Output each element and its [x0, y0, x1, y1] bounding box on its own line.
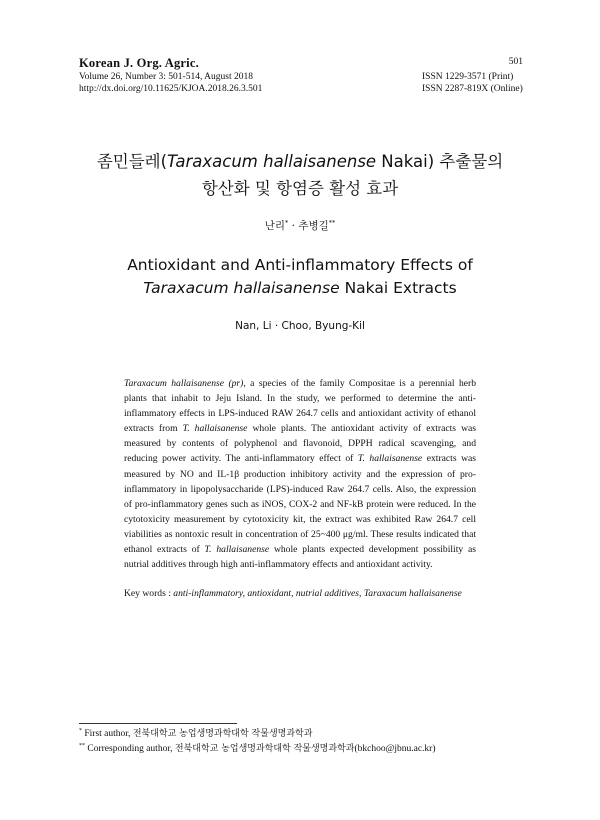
footnote-1-mark: * [79, 727, 82, 734]
abstract-text-1: , a species of the family Compositae is a perennial herb plants that inhabit to Jeju Island. In the study, we performed to determine the anti-inflammatory effects in LPS-induced RAW 264.7 cells and antioxidant activity of ethanol extracts from [124, 378, 476, 435]
korean-title-pre: 좀민들레( [96, 152, 168, 171]
english-authors: Nan, Li · Choo, Byung-Kil [235, 320, 365, 332]
abstract-text-3: extracts was measured by NO and IL-1β production inhibitory activity and the expression of pro-inflammatory in lipopolysaccharide (LPS)-induced Raw 264.7 cells. Also, the expression of pro-inflammatory genes such as iNOS, COX-2 and NF-kB protein were reduced. In the cytotoxicity measurement by cytotoxicity kit, the extract was exhibited Raw 264.7 cell viabilities as nontoxic result in concentration of 25~400 μg/ml. These results indicated that ethanol extracts of [124, 453, 476, 556]
footnote-first-author [79, 727, 436, 742]
issn-online: ISSN 2287-819X (Online) [422, 83, 523, 94]
footnote-1-role: First author, [82, 729, 133, 739]
footnote-corresponding-author [79, 742, 436, 757]
abstract-text-4: whole plants expected development possibility as nutrial additives through high anti-inflammatory effects and antioxidant activity. [124, 544, 476, 571]
keywords [124, 587, 463, 601]
abstract-text-2: whole plants. The antioxidant activity of extracts was measured by contents of polyphenol and flavonoid, DPPH radical scavenging, and reducing power activity. The anti-inflammatory effect of [124, 423, 476, 465]
author-separator: · [288, 220, 299, 232]
abstract-species-3: T. hallaisanense [357, 453, 423, 465]
author-2-mark: ** [328, 218, 336, 227]
keywords-label: Key words : [124, 588, 174, 599]
english-title-species: Taraxacum hallaisanense [143, 279, 340, 297]
issn-print: ISSN 1229-3571 (Print) [422, 72, 514, 82]
korean-title-post: Nakai) 추출물의 [376, 152, 504, 171]
footnote-2-email[interactable]: (bkchoo@jbnu.ac.kr) [354, 744, 436, 754]
korean-title-line1 [0, 148, 600, 175]
english-title-line1: Antioxidant and Anti-inflammatory Effects of [127, 256, 473, 274]
footnotes [79, 727, 436, 757]
korean-title-species: Taraxacum hallaisanense [167, 152, 377, 171]
abstract-species-2: T. hallaisanense [182, 423, 248, 435]
korean-authors [0, 218, 600, 233]
author-2-ko: 추병길 [298, 220, 329, 232]
issn-block [422, 72, 523, 95]
abstract-species-1: Taraxacum hallaisanense (pr) [124, 378, 244, 389]
doi-link[interactable]: http://dx.doi.org/10.11625/KJOA.2018.26.3.501 [79, 83, 263, 94]
footnote-2-role: Corresponding author, [85, 744, 175, 754]
keywords-value: anti-inflammatory, antioxidant, nutrial additives, Taraxacum hallaisanense [173, 588, 462, 599]
english-title [0, 254, 600, 300]
footnote-2-affiliation: 전북대학교 농업생명과학대학 작물생명과학과 [174, 744, 355, 754]
citation-block [79, 72, 262, 95]
korean-title-line2: 항산화 및 항염증 활성 효과 [201, 179, 399, 198]
journal-name: Korean J. Org. Agric. [79, 56, 199, 70]
abstract [124, 376, 476, 572]
footnote-divider [79, 723, 237, 724]
footnote-1-affiliation: 전북대학교 농업생명과학대학 작물생명과학과 [132, 729, 313, 739]
volume-line: Volume 26, Number 3: 501-514, August 2018 [79, 72, 253, 82]
korean-title [0, 148, 600, 202]
english-title-line2 [0, 277, 600, 300]
page-number: 501 [508, 57, 523, 67]
abstract-species-4: T. hallaisanense [204, 544, 270, 556]
author-1-ko: 난리 [264, 220, 286, 232]
author-1-mark: * [285, 218, 289, 227]
english-title-post: Nakai Extracts [339, 279, 457, 297]
footnote-2-mark: ** [79, 742, 85, 749]
